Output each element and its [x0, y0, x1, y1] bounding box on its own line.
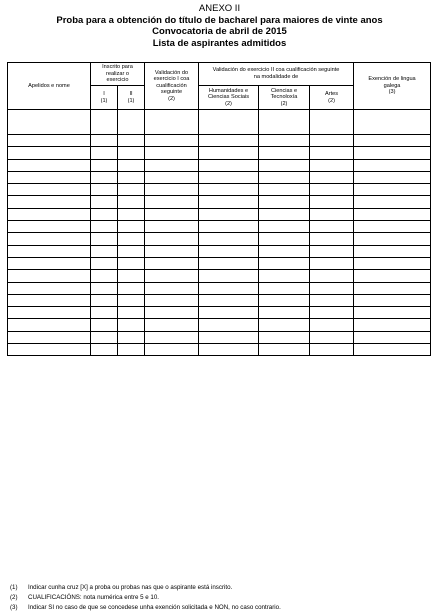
table-cell	[118, 331, 145, 343]
table-cell	[91, 270, 118, 282]
table-row	[8, 147, 431, 159]
table-cell	[310, 196, 354, 208]
table-cell	[259, 331, 310, 343]
table-cell	[8, 270, 91, 282]
table-row	[8, 319, 431, 331]
footnotes	[10, 583, 435, 613]
table-cell	[8, 282, 91, 294]
table-row	[8, 110, 431, 135]
document-title: Proba para a obtención do título de bacharel para maiores de vinte anos	[56, 14, 383, 26]
table-cell	[145, 307, 199, 319]
table-cell	[118, 257, 145, 269]
header-inscrito-i: I (1)	[91, 86, 118, 110]
table-cell	[199, 184, 259, 196]
table-cell	[199, 196, 259, 208]
table-cell	[118, 147, 145, 159]
table-cell	[8, 257, 91, 269]
table-cell	[259, 307, 310, 319]
table-cell	[91, 135, 118, 147]
table-cell	[310, 221, 354, 233]
table-row	[8, 135, 431, 147]
table-cell	[310, 135, 354, 147]
table-cell	[199, 110, 259, 135]
table-cell	[91, 196, 118, 208]
table-cell	[354, 110, 431, 135]
table-cell	[118, 233, 145, 245]
table-cell	[310, 110, 354, 135]
table-row	[8, 331, 431, 343]
table-cell	[118, 208, 145, 220]
table-cell	[8, 307, 91, 319]
table-cell	[199, 171, 259, 183]
table-cell	[118, 110, 145, 135]
table-cell	[91, 245, 118, 257]
table-cell	[259, 184, 310, 196]
table-row	[8, 245, 431, 257]
table-cell	[145, 221, 199, 233]
table-cell	[145, 147, 199, 159]
table-cell	[199, 208, 259, 220]
table-cell	[310, 307, 354, 319]
table-cell	[145, 270, 199, 282]
table-cell	[199, 331, 259, 343]
table-cell	[91, 282, 118, 294]
table-cell	[354, 159, 431, 171]
table-cell	[118, 221, 145, 233]
table-cell	[310, 184, 354, 196]
footnote: (2) CUALIFICACIÓNS: nota numérica entre 5 e 10.	[10, 594, 160, 601]
table-cell	[91, 208, 118, 220]
table-cell	[259, 208, 310, 220]
table-cell	[91, 110, 118, 135]
footnote: (1) Indicar cunha cruz [X] a proba ou probas nas que o aspirante está inscrito.	[10, 584, 233, 591]
table-cell	[354, 221, 431, 233]
table-cell	[199, 221, 259, 233]
table-cell	[118, 171, 145, 183]
table-cell	[8, 245, 91, 257]
document-header	[0, 3, 439, 49]
table-cell	[259, 159, 310, 171]
table-row	[8, 257, 431, 269]
convocatoria-title: Convocatoria de abril de 2015	[152, 26, 287, 37]
table-cell	[354, 171, 431, 183]
table-cell	[354, 245, 431, 257]
table-cell	[259, 135, 310, 147]
table-cell	[145, 319, 199, 331]
table-cell	[199, 319, 259, 331]
table-cell	[310, 147, 354, 159]
table-cell	[310, 208, 354, 220]
table-cell	[354, 307, 431, 319]
table-row	[8, 344, 431, 356]
table-cell	[259, 319, 310, 331]
table-cell	[91, 233, 118, 245]
header-exencion: Exención de lingua galega (3)	[354, 63, 431, 110]
table-cell	[259, 294, 310, 306]
table-cell	[259, 270, 310, 282]
table-cell	[199, 257, 259, 269]
table-cell	[145, 135, 199, 147]
header-humanidades: Humanidades e Ciencias Sociais (2)	[199, 86, 259, 110]
table-cell	[8, 208, 91, 220]
table-cell	[8, 319, 91, 331]
table-cell	[354, 135, 431, 147]
table-cell	[145, 344, 199, 356]
table-cell	[259, 196, 310, 208]
table-cell	[91, 221, 118, 233]
table-cell	[145, 208, 199, 220]
table-cell	[310, 294, 354, 306]
table-cell	[145, 110, 199, 135]
table-cell	[91, 184, 118, 196]
table-cell	[199, 159, 259, 171]
table-cell	[259, 344, 310, 356]
table-cell	[8, 159, 91, 171]
table-cell	[118, 319, 145, 331]
table-cell	[8, 135, 91, 147]
table-cell	[145, 282, 199, 294]
table-cell	[310, 282, 354, 294]
table-cell	[91, 331, 118, 343]
table-cell	[199, 270, 259, 282]
table-cell	[310, 233, 354, 245]
table-row	[8, 282, 431, 294]
table-cell	[118, 196, 145, 208]
list-title: Lista de aspirantes admitidos	[152, 37, 287, 49]
table-cell	[91, 319, 118, 331]
table-cell	[118, 307, 145, 319]
table-cell	[145, 233, 199, 245]
table-cell	[354, 257, 431, 269]
table-cell	[118, 245, 145, 257]
table-cell	[118, 344, 145, 356]
footnote: (3) Indicar SI no caso de que se concedese unha exención solicitada e NON, no caso contrario.	[10, 604, 281, 611]
table-cell	[118, 270, 145, 282]
header-name: Apelidos e nome	[8, 63, 91, 110]
annex-title: ANEXO II	[198, 3, 241, 14]
table-cell	[310, 270, 354, 282]
table-cell	[118, 135, 145, 147]
table-cell	[91, 294, 118, 306]
table-cell	[199, 282, 259, 294]
header-ciencias: Ciencias e Tecnoloxía (2)	[259, 86, 310, 110]
table-row	[8, 233, 431, 245]
table-cell	[8, 110, 91, 135]
table-cell	[354, 184, 431, 196]
table-row	[8, 221, 431, 233]
table-cell	[8, 344, 91, 356]
table-cell	[91, 147, 118, 159]
table-cell	[199, 245, 259, 257]
table-cell	[199, 147, 259, 159]
table-cell	[354, 319, 431, 331]
table-cell	[199, 233, 259, 245]
table-row	[8, 184, 431, 196]
table-cell	[199, 344, 259, 356]
table-cell	[199, 294, 259, 306]
table-cell	[259, 257, 310, 269]
table-cell	[310, 171, 354, 183]
table-cell	[91, 171, 118, 183]
table-cell	[118, 294, 145, 306]
table-cell	[310, 159, 354, 171]
table-cell	[310, 331, 354, 343]
table-cell	[259, 171, 310, 183]
table-cell	[259, 147, 310, 159]
table-row	[8, 171, 431, 183]
table-cell	[354, 147, 431, 159]
table-cell	[354, 233, 431, 245]
table-cell	[8, 221, 91, 233]
table-cell	[145, 184, 199, 196]
header-inscrito: Inscrito para realizar o exercicio	[91, 63, 145, 86]
table-cell	[259, 233, 310, 245]
table-row	[8, 159, 431, 171]
table-cell	[91, 307, 118, 319]
table-cell	[118, 282, 145, 294]
table-cell	[199, 135, 259, 147]
table-cell	[354, 208, 431, 220]
table-cell	[118, 159, 145, 171]
table-cell	[8, 233, 91, 245]
table-cell	[354, 196, 431, 208]
table-cell	[145, 257, 199, 269]
table-cell	[145, 331, 199, 343]
table-row	[8, 208, 431, 220]
applicants-table	[7, 62, 431, 356]
table-cell	[91, 159, 118, 171]
table-cell	[8, 171, 91, 183]
table-cell	[91, 344, 118, 356]
header-inscrito-ii: II (1)	[118, 86, 145, 110]
table-cell	[118, 184, 145, 196]
table-cell	[145, 171, 199, 183]
table-cell	[259, 110, 310, 135]
table-cell	[310, 344, 354, 356]
table-cell	[145, 294, 199, 306]
table-cell	[145, 159, 199, 171]
table-cell	[145, 245, 199, 257]
table-cell	[354, 294, 431, 306]
header-validacion-ii: Validación do exercicio II coa cualificación seguinte na modalidade de	[199, 63, 354, 86]
table-cell	[259, 282, 310, 294]
table-cell	[8, 184, 91, 196]
table-cell	[8, 294, 91, 306]
table-cell	[259, 221, 310, 233]
table-cell	[310, 245, 354, 257]
table-cell	[354, 282, 431, 294]
applicants-table-body	[8, 110, 431, 356]
table-cell	[354, 344, 431, 356]
table-cell	[145, 196, 199, 208]
table-cell	[8, 147, 91, 159]
table-cell	[259, 245, 310, 257]
table-row	[8, 196, 431, 208]
table-cell	[310, 319, 354, 331]
table-cell	[310, 257, 354, 269]
table-cell	[8, 331, 91, 343]
header-validacion-i: Validación do exercicio I coa cualificación seguinte (2)	[145, 63, 199, 110]
table-cell	[8, 196, 91, 208]
header-artes: Artes (2)	[310, 86, 354, 110]
table-cell	[199, 307, 259, 319]
table-row	[8, 270, 431, 282]
table-cell	[354, 270, 431, 282]
table-row	[8, 294, 431, 306]
table-row	[8, 307, 431, 319]
table-cell	[354, 331, 431, 343]
table-cell	[91, 257, 118, 269]
